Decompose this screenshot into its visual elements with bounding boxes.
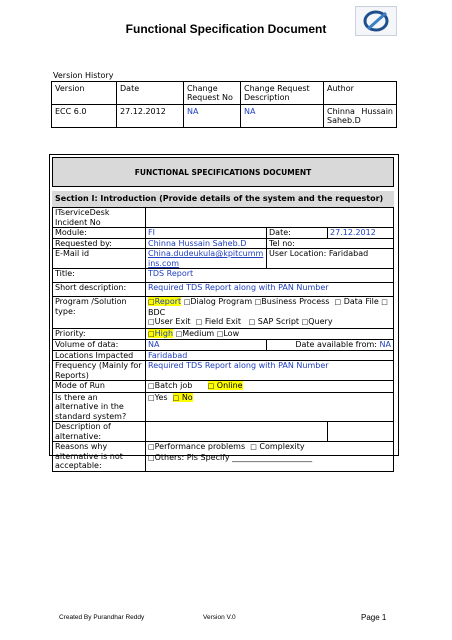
requested-label: Requested by: [53, 238, 146, 249]
cell-version: ECC 6.0 [52, 105, 117, 128]
table-row [53, 269, 394, 283]
title-label: Title: [53, 269, 146, 283]
reasons-options [146, 442, 394, 472]
alt-no-option[interactable]: □ No [172, 392, 193, 402]
requested-value: Chinna Hussain Saheb.D [146, 238, 267, 249]
itservice-value[interactable] [146, 208, 394, 228]
alt-yes-option[interactable]: □Yes [148, 392, 168, 402]
checkbox-icon: □ [301, 318, 309, 326]
company-logo [355, 6, 397, 36]
table-row [53, 392, 394, 422]
footer-created: Created By Purandhar Reddy [59, 614, 145, 621]
checkbox-icon: □ [216, 329, 224, 338]
module-value: FI [146, 228, 267, 239]
program-label: Program /Solution type: [53, 297, 146, 329]
frequency-label: Frequency (Mainly for Reports) [53, 361, 146, 381]
date-label: Date: [267, 228, 328, 239]
table-row [53, 381, 394, 393]
field-exit-option[interactable]: □ Field Exit [195, 317, 241, 326]
checkbox-icon: □ [183, 298, 191, 306]
header-cell: Date [117, 82, 184, 105]
priority-high-option[interactable]: □High [148, 328, 174, 338]
others-option[interactable]: □Others: Pls Specify ____________________ [148, 452, 313, 462]
checkbox-icon: □ [207, 382, 215, 390]
table-row [53, 297, 394, 329]
checkbox-icon: □ [334, 298, 342, 306]
header-cell: Version [52, 82, 117, 105]
alternative-options [146, 392, 394, 422]
table-row [53, 283, 394, 297]
business-option[interactable]: □Business Process [254, 297, 330, 306]
date-available-value: NA [379, 340, 391, 349]
report-option[interactable]: □Report [148, 297, 182, 306]
document-title: Functional Specification Document [125, 22, 327, 36]
program-options [146, 297, 394, 329]
locations-value: Faridabad [146, 350, 394, 361]
checkbox-icon: □ [254, 298, 262, 306]
dialog-option[interactable]: □Dialog Program [183, 297, 253, 306]
email-label: E-Mail id [53, 249, 146, 269]
volume-value: NA [146, 340, 267, 351]
title-value: TDS Report [146, 269, 394, 283]
priority-low-option[interactable]: □Low [216, 328, 240, 338]
email-link[interactable]: China.dudeukula@kpitcummins.com [148, 249, 264, 268]
volume-label: Volume of data: [53, 340, 146, 351]
checkbox-icon: □ [148, 298, 155, 306]
priority-label: Priority: [53, 328, 146, 340]
functional-spec-box [49, 154, 399, 470]
email-value-cell [146, 249, 267, 269]
online-option[interactable]: □ Online [207, 381, 243, 390]
header-cell: Change Request Description [241, 82, 324, 105]
datafile-option[interactable]: □ Data File □ [334, 297, 388, 306]
description-alt-value[interactable] [146, 422, 328, 442]
query-option[interactable]: □Query [301, 317, 333, 326]
table-row [53, 328, 394, 340]
bdc-option[interactable]: BDC [148, 307, 166, 317]
short-desc-label: Short description: [53, 283, 146, 297]
complexity-option[interactable]: □ Complexity [250, 442, 305, 451]
table-row [53, 361, 394, 381]
performance-option[interactable]: □Performance problems [148, 442, 246, 451]
module-label: Module: [53, 228, 146, 239]
table-row [53, 442, 394, 472]
checkbox-icon: □ [381, 298, 388, 306]
version-history-table [51, 81, 397, 128]
frequency-value: Required TDS Report along with PAN Number [146, 361, 394, 381]
table-row [53, 350, 394, 361]
checkbox-icon: □ [148, 443, 155, 451]
checkbox-icon: □ [148, 453, 155, 462]
date-available-label: Date available from: [295, 340, 377, 349]
checkbox-icon: □ [250, 443, 257, 451]
locations-label: Locations Impacted [53, 350, 146, 361]
header-cell: Change Request No [184, 82, 241, 105]
checkbox-icon: □ [172, 393, 180, 402]
checkbox-icon: □ [175, 329, 183, 338]
cell-cr-desc: NA [241, 105, 324, 128]
mode-label: Mode of Run [53, 381, 146, 393]
reasons-label: Reasons why alternative is not acceptable: [53, 442, 146, 472]
cell-date: 27.12.2012 [117, 105, 184, 128]
itservice-label: ITserviceDesk Incident No [53, 208, 146, 228]
description-alt-label: Description of alternative: [53, 422, 146, 442]
sap-script-option[interactable]: □ SAP Script [248, 317, 300, 326]
footer-version: Version V.0 [203, 614, 236, 621]
description-alt-extra [328, 422, 394, 442]
user-exit-option[interactable]: □User Exit [148, 317, 191, 326]
header-cell: Author [324, 82, 397, 105]
table-row [53, 228, 394, 239]
date-available-cell [267, 340, 394, 351]
checkbox-icon: □ [148, 382, 155, 390]
checkbox-icon: □ [148, 318, 155, 326]
priority-medium-option[interactable]: □Medium [175, 328, 215, 338]
checkbox-icon: □ [148, 393, 155, 402]
table-row [52, 105, 397, 128]
table-row [53, 249, 394, 269]
tel-label: Tel no: [267, 238, 394, 249]
table-row [53, 208, 394, 228]
cell-author: Chinna Hussain Saheb.D [324, 105, 397, 128]
short-desc-value: Required TDS Report along with PAN Number [146, 283, 394, 297]
table-row [53, 238, 394, 249]
alternative-label: Is there an alternative in the standard system? [53, 392, 146, 422]
checkbox-icon: □ [248, 318, 256, 326]
batch-job-option[interactable]: □Batch job [148, 381, 193, 390]
mode-options [146, 381, 394, 393]
date-value: 27.12.2012 [328, 228, 394, 239]
checkbox-icon: □ [195, 318, 203, 326]
version-history-label: Version History [53, 71, 114, 80]
priority-options [146, 328, 394, 340]
table-row [53, 422, 394, 442]
footer-page: Page 1 [361, 613, 387, 622]
section-1-heading: Section I: Introduction (Provide details of the system and the requestor) [52, 191, 394, 207]
cell-cr-no: NA [184, 105, 241, 128]
fs-heading: FUNCTIONAL SPECIFICATIONS DOCUMENT [52, 157, 394, 187]
table-header-row [52, 82, 397, 105]
table-row [53, 340, 394, 351]
fs-form-table [52, 207, 394, 472]
checkbox-icon: □ [148, 329, 155, 338]
user-location: User Location: Faridabad [267, 249, 394, 269]
